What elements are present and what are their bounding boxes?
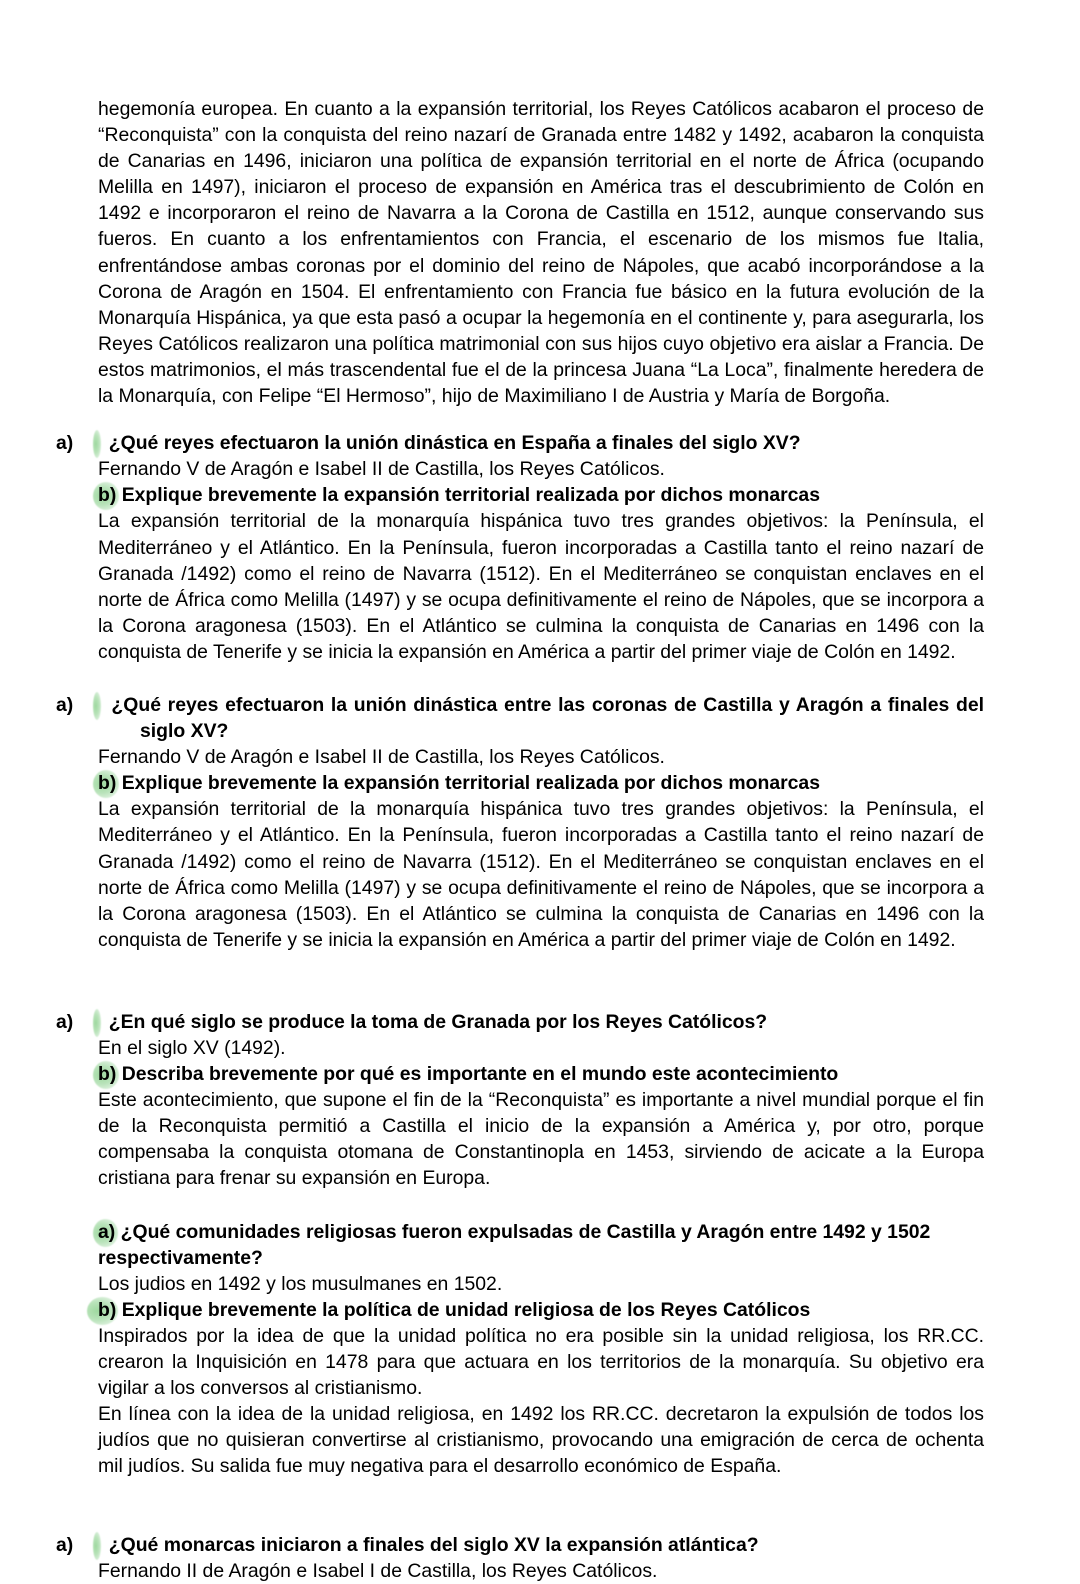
question-b-text: Explique brevemente la expansión territorial realizada por dichos monarcas (121, 772, 821, 795)
question-a-line: a) ¿Qué reyes efectuaron la unión dinástica en España a finales del siglo XV? (56, 432, 801, 455)
answer-b-text: La expansión territorial de la monarquía hispánica tuvo tres grandes objetivos: la Península, el Mediterráneo y el Atlántico. En la Península, fueron incorporadas a Castilla tanto el reino nazarí de Granada /1492) como el reino de Navarra (1512). En el Mediterráneo se conquistan enclaves en el norte de África como Melilla (1497) y se ocupa definitivamente el reino de Nápoles, que se incorpora a la Corona aragonesa (1503). En el Atlántico se culmina la conquista de Canarias en 1496 con la conquista de Tenerife y se inicia la expansión en América a partir del primer viaje de Colón en 1492. (98, 510, 984, 663)
question-b-line (98, 1297, 984, 1323)
question-b-text: Describa brevemente por qué es importante en el mundo este acontecimiento (121, 1063, 839, 1086)
question-a-text: ¿Qué reyes efectuaron la unión dinástica en España a finales del siglo XV? (108, 432, 801, 455)
qa-block-2 (56, 692, 984, 953)
qa-block-1 (56, 430, 984, 665)
qa-block-4 (98, 1219, 984, 1480)
question-a-line (98, 1219, 984, 1271)
answer-a-text: Fernando V de Aragón e Isabel II de Castilla, los Reyes Católicos. (98, 458, 665, 481)
question-a-line: a) ¿Qué reyes efectuaron la unión dinástica entre las coronas de Castilla y Aragón a finales del siglo XV? (56, 693, 984, 743)
answer-a-text: Fernando II de Aragón e Isabel I de Castilla, los Reyes Católicos. (98, 1559, 658, 1582)
answer-b-text: Este acontecimiento, que supone el fin de la “Reconquista” es importante a nivel mundial porque el fin de la Reconquista permitió a Castilla el inicio de la expansión a América y, por otro, porque compensaba la conquista otomana de Constantinopla en 1453, sirviendo de acicate a la Europa cristiana para frenar su expansión en Europa. (98, 1089, 984, 1190)
marker-a-highlight: a) (98, 1219, 115, 1245)
question-a-line: a) ¿En qué siglo se produce la toma de Granada por los Reyes Católicos? (56, 1010, 768, 1033)
question-a-text: ¿Qué monarcas iniciaron a finales del siglo XV la expansión atlántica? (108, 1533, 759, 1556)
answer-b-text: La expansión territorial de la monarquía hispánica tuvo tres grandes objetivos: la Península, el Mediterráneo y el Atlántico. En la Península, fueron incorporadas a Castilla tanto el reino nazarí de Granada /1492) como el reino de Navarra (1512). En el Mediterráneo se conquistan enclaves en el norte de África como Melilla (1497) y se ocupa definitivamente el reino de Nápoles, que se incorpora a la Corona aragonesa (1503). En el Atlántico se culmina la conquista de Canarias en 1496 con la conquista de Tenerife y se inicia la expansión en América a partir del primer viaje de Colón en 1492. (98, 798, 984, 951)
intro-paragraph: hegemonía europea. En cuanto a la expansión territorial, los Reyes Católicos acabaron el proceso de “Reconquista” con la conquista del reino nazarí de Granada entre 1482 y 1492, acabaron la conquista de Canarias en 1496, iniciaron una política de expansión territorial en el norte de África (ocupando Melilla en 1497), iniciaron el proceso de expansión en América tras el descubrimiento de Colón en 1492 e incorporaron el reino de Navarra a la Corona de Castilla en 1512, aunque conservando sus fueros. En cuanto a los enfrentamientos con Francia, el escenario de los mismos fue Italia, enfrentándose ambas coronas por el dominio del reino de Nápoles, que acabó incorporándose a la Corona de Aragón en 1504. El enfrentamiento con Francia fue básico en la futura evolución de la Monarquía Hispánica, ya que esta pasó a ocupar la hegemonía en el continente y, para asegurarla, los Reyes Católicos realizaron una política matrimonial con sus hijos cuyo objetivo era aislar a Francia. De estos matrimonios, el más trascendental fue el de la princesa Juana “La Loca”, finalmente heredera de la Monarquía, con Felipe “El Hermoso”, hijo de Maximiliano I de Austria y María de Borgoña. (98, 98, 984, 408)
spacer (98, 1192, 984, 1219)
answer-a-text: En el siglo XV (1492). (98, 1037, 286, 1059)
spacer (98, 953, 984, 1009)
question-a-line: a) ¿Qué monarcas iniciaron a finales del siglo XV la expansión atlántica? (56, 1533, 759, 1556)
qa-block-5 (56, 1532, 984, 1584)
marker-b-highlight: b) (98, 770, 116, 796)
answer-a-text: Fernando V de Aragón e Isabel II de Castilla, los Reyes Católicos. (98, 746, 665, 769)
question-b-line (98, 1061, 984, 1087)
marker-b-highlight: b) (98, 482, 116, 508)
answer-b-text-continued: En línea con la idea de la unidad religiosa, en 1492 los RR.CC. decretaron la expulsión de todos los judíos que no quisieran convertirse al cristianismo, provocando una emigración de cerca de ochenta mil judíos. Su salida fue muy negativa para el desarrollo económico de España. (98, 1403, 984, 1478)
marker-b-highlight: b) (98, 1297, 116, 1323)
answer-a-text: Los judios en 1492 y los musulmanes en 1502. (98, 1272, 503, 1295)
question-b-text: Explique brevemente la expansión territorial realizada por dichos monarcas (121, 484, 821, 507)
spacer (98, 1480, 984, 1532)
question-a-text: ¿Qué reyes efectuaron la unión dinástica entre las coronas de Castilla y Aragón a finales del siglo XV? (111, 693, 984, 743)
spacer (98, 665, 984, 692)
question-b-text: Explique brevemente la política de unidad religiosa de los Reyes Católicos (121, 1298, 811, 1321)
question-a-text: ¿En qué siglo se produce la toma de Granada por los Reyes Católicos? (108, 1010, 768, 1033)
marker-b-highlight: b) (98, 1061, 116, 1087)
document-body (56, 96, 984, 1584)
answer-b-text: Inspirados por la idea de que la unidad política no era posible sin la unidad religiosa, los RR.CC. crearon la Inquisición en 1478 para que actuara en los territorios de la monarquía. Su objetivo era vigilar a los conversos al cristianismo. (98, 1324, 984, 1400)
qa-block-3 (56, 1009, 984, 1192)
question-b-line (98, 770, 984, 796)
spacer (98, 409, 984, 430)
question-b-line (98, 482, 984, 508)
question-a-text: ¿Qué comunidades religiosas fueron expulsadas de Castilla y Aragón entre 1492 y 1502 respectivamente? (98, 1220, 931, 1269)
